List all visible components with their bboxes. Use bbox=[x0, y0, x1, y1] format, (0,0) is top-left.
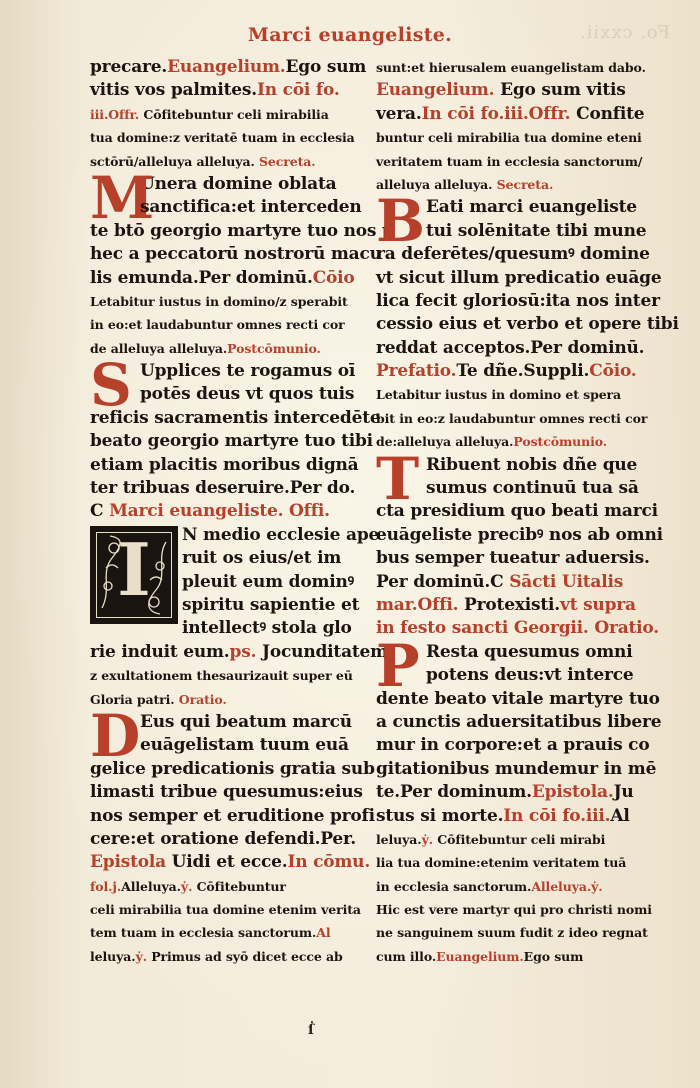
body-text: etiam placitis moribus dignā bbox=[90, 454, 359, 475]
text-line bbox=[376, 524, 663, 547]
body-text: tem tuam in ecclesia sanctorum. bbox=[90, 925, 317, 941]
body-text: spiritu sapientie et bbox=[182, 594, 360, 615]
text-line bbox=[90, 805, 375, 828]
body-text: te.Per dominum. bbox=[376, 782, 532, 803]
body-text: rie induit eum. bbox=[90, 641, 230, 662]
text-line bbox=[376, 56, 644, 79]
rubric-text: fol.j. bbox=[90, 878, 122, 894]
text-line bbox=[376, 477, 644, 500]
body-text: leluya. bbox=[90, 948, 136, 964]
body-text: intellectꝰ stola glo bbox=[182, 618, 352, 639]
signature-mark: ẛ bbox=[308, 1022, 315, 1038]
text-line bbox=[376, 571, 644, 594]
rubric-text: Postcōmunio. bbox=[227, 340, 321, 356]
text-line bbox=[90, 79, 358, 102]
rubric-text: Cōio bbox=[312, 267, 355, 288]
rubric-text: Sācti Uitalis bbox=[509, 571, 624, 592]
rubric-text: Euangelium. bbox=[376, 80, 495, 101]
body-text: Confite bbox=[570, 103, 645, 124]
body-text: pleuit eum dominꝰ bbox=[182, 571, 354, 592]
body-text: in eo:et laudabuntur omnes recti cor bbox=[90, 317, 345, 333]
rubric-text: ẏ. bbox=[591, 878, 603, 894]
text-line bbox=[90, 103, 358, 126]
body-text: Cōfitebuntur celi mirabilia bbox=[139, 106, 329, 122]
text-line bbox=[376, 828, 644, 851]
text-line bbox=[90, 945, 358, 968]
body-text: Unera domine oblata bbox=[140, 173, 337, 194]
text-line bbox=[90, 571, 358, 594]
text-line bbox=[376, 243, 650, 266]
body-text: vera. bbox=[376, 103, 422, 124]
bleed-through-header: Fo. cxxii. bbox=[578, 22, 670, 43]
text-line bbox=[376, 126, 644, 149]
body-text: bit in eo:z laudabuntur omnes recti cor bbox=[376, 410, 648, 426]
rubric-text: Epistola. bbox=[531, 782, 614, 803]
rubric-text: Cōio. bbox=[589, 361, 637, 382]
rubric-text: Offi. bbox=[283, 501, 330, 522]
text-line bbox=[90, 781, 363, 804]
body-text: sumus continuū tua sā bbox=[426, 478, 639, 499]
body-text: Hic est vere martyr qui pro christi nomi bbox=[376, 902, 652, 918]
rubric-text: Marci euangeliste. bbox=[109, 501, 284, 522]
text-line bbox=[376, 383, 644, 406]
text-line bbox=[376, 921, 648, 944]
red-initial: S bbox=[90, 351, 132, 420]
text-line bbox=[90, 243, 382, 266]
body-text: reddat acceptos.Per dominū. bbox=[376, 337, 645, 358]
body-text: potēs deus vt quos tuis bbox=[140, 384, 355, 405]
text-line bbox=[376, 547, 650, 570]
text-line bbox=[90, 313, 358, 336]
body-text: beato georgio martyre tuo tibi bbox=[90, 431, 373, 452]
text-line bbox=[376, 688, 660, 711]
text-line bbox=[90, 407, 381, 430]
text-line bbox=[376, 79, 644, 102]
rubric-text: In cōi fo.iii. bbox=[503, 805, 611, 826]
body-text: Upplices te rogamus oī bbox=[140, 361, 356, 382]
rubric-text: Euangelium. bbox=[167, 57, 286, 77]
body-text: lia tua domine:etenim veritatem tuā bbox=[376, 855, 627, 871]
text-line bbox=[376, 875, 644, 898]
text-line bbox=[90, 734, 358, 757]
red-initial: M bbox=[90, 164, 155, 232]
rubric-text: iii.Offr. bbox=[90, 106, 140, 122]
body-text: ra deferētes/quesumꝰ domine bbox=[376, 244, 650, 265]
text-line bbox=[376, 267, 662, 290]
rubric-text: ẏ. bbox=[421, 831, 433, 847]
body-text: buntur celi mirabilia tua domine eteni bbox=[376, 130, 642, 146]
rubric-text: in festo sancti Georgii. bbox=[376, 618, 589, 639]
text-line bbox=[90, 617, 358, 640]
body-text: gelice predicationis gratia sub bbox=[90, 758, 375, 779]
rubric-text: Alleluya. bbox=[531, 878, 592, 894]
rubric-text: ps. bbox=[229, 641, 257, 662]
text-line bbox=[90, 56, 367, 79]
text-line bbox=[376, 500, 658, 523]
body-text: Ribuent nobis dñe que bbox=[426, 454, 638, 475]
rubric-text: Secreta. bbox=[492, 176, 554, 192]
body-text: Letabitur iustus in domino et spera bbox=[376, 387, 622, 403]
body-text: sunt:et hierusalem euangelistam dabo. bbox=[376, 60, 646, 75]
text-line bbox=[90, 758, 375, 781]
text-line bbox=[90, 828, 358, 851]
body-text: Per dominū.C bbox=[376, 571, 510, 592]
body-text: limasti tribue quesumus:eius bbox=[90, 782, 363, 803]
body-text: Al bbox=[610, 805, 630, 826]
red-initial: B bbox=[376, 187, 426, 256]
body-text: Cōfitebuntur celi mirabi bbox=[432, 831, 606, 847]
body-text: Letabitur iustus in domino/z sperabit bbox=[90, 293, 348, 309]
body-text: veritatem tuam in ecclesia sanctorum/ bbox=[376, 153, 643, 169]
body-text: Protexisti. bbox=[458, 594, 561, 615]
body-text: lica fecit gloriosū:ita nos inter bbox=[376, 290, 660, 311]
body-text: sanctifica:et interceden bbox=[140, 197, 362, 218]
text-line bbox=[90, 430, 373, 453]
body-text: Ego sum vitis bbox=[494, 80, 626, 101]
text-line bbox=[90, 921, 358, 944]
text-line bbox=[90, 898, 361, 921]
text-line bbox=[376, 103, 644, 126]
body-text: vitis vos palmites. bbox=[90, 80, 258, 101]
body-text: tua domine:z veritatē tuam in ecclesia bbox=[90, 130, 355, 146]
rubric-text: Al bbox=[316, 925, 331, 941]
text-line bbox=[90, 196, 362, 219]
body-text: Resta quesumus omni bbox=[426, 641, 633, 662]
left-column bbox=[90, 56, 394, 968]
body-text: Primus ad syō dicet ecce ab bbox=[146, 948, 343, 964]
body-text: z exultationem thesaurizauit super eū bbox=[90, 668, 353, 684]
body-text: Eus qui beatum marcū bbox=[140, 711, 352, 732]
body-text: Jocunditatem bbox=[256, 641, 388, 662]
text-line bbox=[90, 477, 358, 500]
text-line bbox=[376, 313, 679, 336]
rubric-text: mar.Offi. bbox=[376, 594, 459, 615]
body-text: sctōrū/alleluya alleluya. bbox=[90, 153, 255, 169]
body-text: nos semper et eruditione profi bbox=[90, 805, 375, 826]
body-text: tui solēnitate tibi mune bbox=[426, 220, 647, 241]
rubric-text: Oratio. bbox=[588, 618, 659, 639]
body-text: de:alleluya alleluya. bbox=[376, 434, 514, 450]
body-text: lis emunda.Per dominū. bbox=[90, 267, 313, 288]
text-line bbox=[376, 781, 644, 804]
body-text: cessio eius et verbo et opere tibi bbox=[376, 314, 679, 335]
body-text: Cōfitebuntur bbox=[192, 878, 286, 894]
rubric-text: Euangelium. bbox=[436, 948, 524, 964]
running-head: Marci euangeliste. bbox=[247, 24, 453, 46]
rubric-text: ẏ. bbox=[135, 948, 147, 964]
body-text: dente beato vitale martyre tuo bbox=[376, 688, 660, 709]
text-line bbox=[376, 150, 644, 173]
text-line bbox=[90, 220, 394, 243]
text-line bbox=[90, 664, 358, 687]
body-text: C bbox=[90, 501, 110, 522]
body-text: precare. bbox=[90, 57, 168, 77]
rubric-text: In cōmu. bbox=[287, 852, 371, 873]
body-text: stus si morte. bbox=[376, 805, 504, 826]
body-text: ne sanguinem suum fudit z ideo regnat bbox=[376, 925, 648, 941]
woodcut-letter: I bbox=[117, 527, 151, 612]
body-text: Uidi et ecce. bbox=[165, 852, 288, 873]
text-line bbox=[376, 711, 662, 734]
rubric-text: vt supra bbox=[560, 594, 636, 615]
body-text: Eati marci euangeliste bbox=[426, 197, 637, 218]
body-text: N medio ecclesie ape bbox=[182, 524, 380, 545]
body-text: mur in corpore:et a prauis co bbox=[376, 735, 650, 756]
text-line bbox=[90, 641, 388, 664]
body-text: leluya. bbox=[376, 831, 422, 847]
body-text: alleluya alleluya. bbox=[376, 176, 493, 192]
body-text: reficis sacramentis intercedēte bbox=[90, 407, 381, 428]
text-line bbox=[90, 454, 358, 477]
red-initial: D bbox=[90, 702, 141, 771]
body-text: ter tribuas deseruire.Per do. bbox=[90, 478, 356, 499]
body-text: Ego sum bbox=[285, 57, 367, 77]
text-line bbox=[376, 407, 648, 430]
text-line bbox=[376, 851, 644, 874]
text-line bbox=[90, 547, 358, 570]
text-line bbox=[376, 898, 652, 921]
text-line bbox=[90, 851, 371, 874]
rubric-text: Postcōmunio. bbox=[513, 434, 608, 450]
right-column bbox=[376, 56, 679, 968]
text-line bbox=[376, 734, 650, 757]
text-line bbox=[90, 594, 358, 617]
body-text: bus semper tueatur aduersis. bbox=[376, 548, 650, 569]
text-line bbox=[376, 220, 647, 243]
body-text: potens deus:vt interce bbox=[426, 665, 634, 686]
body-text: ruit os eius/et im bbox=[182, 548, 342, 569]
body-text: Ego sum bbox=[523, 948, 584, 964]
body-text: cere:et oratione defendi.Per. bbox=[90, 828, 356, 849]
body-text: Gloria patri. bbox=[90, 691, 175, 707]
text-line bbox=[376, 290, 660, 313]
body-text: de alleluya alleluya. bbox=[90, 340, 228, 356]
body-text: euāgeliste precibꝰ nos ab omni bbox=[376, 524, 663, 545]
body-text: cum illo. bbox=[376, 948, 437, 964]
text-line bbox=[376, 805, 644, 828]
rubric-text: In cōi fo. bbox=[257, 80, 340, 101]
body-text: in ecclesia sanctorum. bbox=[376, 878, 532, 894]
red-initial: P bbox=[376, 632, 420, 700]
text-line bbox=[90, 875, 358, 898]
body-text: te btō georgio martyre tuo nos p bbox=[90, 220, 394, 241]
body-text: a cunctis aduersitatibus libere bbox=[376, 711, 662, 732]
text-line bbox=[90, 267, 358, 290]
body-text: celi mirabilia tua domine etenim verita bbox=[90, 902, 361, 918]
rubric-text: Epistola bbox=[90, 852, 166, 873]
rubric-text: Prefatio. bbox=[376, 361, 457, 382]
rubric-text: Oratio. bbox=[174, 691, 227, 707]
body-text: vt sicut illum predicatio euāge bbox=[376, 267, 662, 288]
text-line bbox=[376, 594, 644, 617]
text-line bbox=[376, 360, 644, 383]
rubric-text: Secreta. bbox=[254, 153, 316, 169]
text-line bbox=[90, 500, 358, 523]
body-text: euāgelistam tuum euā bbox=[140, 735, 349, 756]
red-initial: T bbox=[376, 444, 420, 513]
body-text: Ju bbox=[613, 782, 634, 803]
body-text: Te dñe.Suppli. bbox=[456, 361, 590, 382]
text-line bbox=[376, 758, 657, 781]
rubric-text: In cōi fo.iii.Offr. bbox=[421, 103, 571, 124]
text-line bbox=[90, 383, 358, 406]
text-line bbox=[376, 337, 644, 360]
body-text: cta presidium quo beati marci bbox=[376, 501, 658, 522]
body-text: Alleluya. bbox=[121, 878, 181, 894]
text-line bbox=[376, 945, 644, 968]
body-text: gitationibus mundemur in mē bbox=[376, 758, 657, 779]
body-text: hec a peccatorū nostrorū macu bbox=[90, 244, 382, 265]
text-line bbox=[90, 290, 358, 313]
text-line bbox=[90, 126, 358, 149]
text-line bbox=[376, 664, 644, 687]
rubric-text: ẏ. bbox=[180, 878, 193, 894]
